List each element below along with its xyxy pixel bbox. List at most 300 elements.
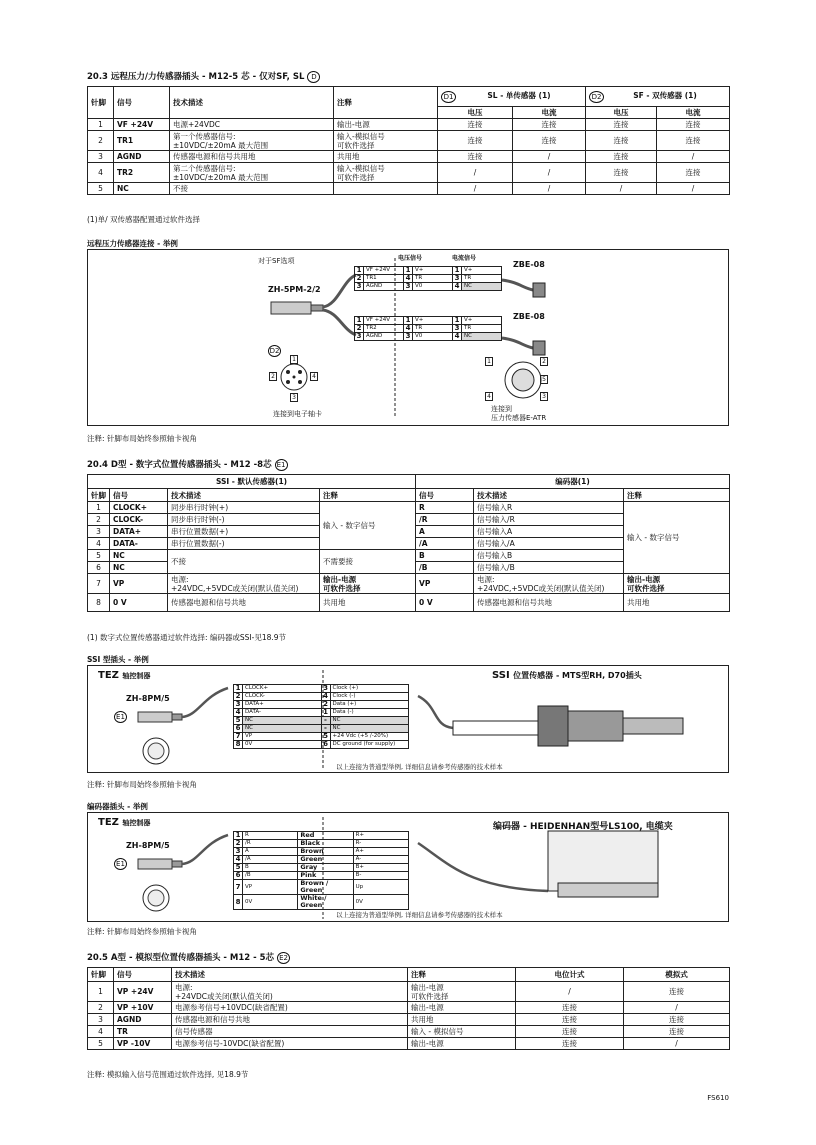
analog-cell: /: [624, 1002, 730, 1014]
enc-signal-cell: 0 V: [416, 594, 474, 612]
pin-4-right: 4: [485, 392, 493, 401]
conn-cell: /: [657, 151, 730, 163]
wire-color: Black: [298, 840, 353, 848]
enc-desc-cell: 信号输入/R: [474, 514, 624, 526]
desc-cell: 信号传感器: [172, 1026, 408, 1038]
pin-number: 4: [234, 856, 243, 864]
note-cell: 输出-电源: [408, 1038, 516, 1050]
conn-cell: 连接: [438, 119, 513, 131]
pin-row: [355, 333, 502, 341]
example3-note: 注释: 针脚布局始终参照轴卡视角: [87, 927, 197, 936]
th-sl: D1 SL - 单传感器 (1): [438, 87, 586, 107]
ssi-label: SSI 位置传感器 - MTS型RH, D70插头: [492, 670, 642, 681]
badge-e1-3: E1: [114, 858, 127, 870]
th-encoder: 编码器(1): [416, 475, 730, 489]
signal-cell: NC: [110, 550, 168, 562]
pin-signal: /B: [243, 872, 298, 880]
conn-cell: /: [513, 163, 586, 183]
th-desc-205: 技术描述: [172, 968, 408, 982]
page-number: FS610: [707, 1094, 729, 1102]
encoder-pin: A+: [353, 848, 408, 856]
pin-number: 5: [234, 864, 243, 872]
conn-cell: 连接: [438, 131, 513, 151]
enc-signal-cell: VP: [416, 574, 474, 594]
pin-cell: 5: [88, 550, 110, 562]
pin-signal: Clock (+): [330, 685, 409, 693]
cable-label: ZH-5PM-2/2: [268, 285, 321, 294]
th-note-205: 注释: [408, 968, 516, 982]
th-pin: 针脚: [88, 87, 114, 119]
pin-row: [234, 880, 409, 895]
signal-cell: DATA-: [110, 538, 168, 550]
analog-cell: 连接: [624, 1014, 730, 1026]
table-row: [88, 119, 730, 131]
pin-row: [234, 685, 409, 693]
conn-cell: 连接: [438, 151, 513, 163]
pin-number: 3: [453, 275, 462, 283]
th-v2: 电压: [586, 107, 657, 119]
note-cell: 输入-模拟信号 可软件选择: [334, 163, 438, 183]
pin-number: -: [321, 717, 330, 725]
desc-cell: 同步串行时钟(-): [168, 514, 320, 526]
pin-signal: NC: [243, 725, 322, 733]
pin-number: 8: [234, 895, 243, 910]
footnote-20-5: 注释: 模拟输入信号范围通过软件选择, 见18.9节: [87, 1070, 249, 1079]
signal-cell: AGND: [114, 151, 170, 163]
pin-row: [234, 864, 409, 872]
note-cell: 输出-电源: [334, 119, 438, 131]
pin-1-right: 1: [485, 357, 493, 366]
encoder-caption: 以上连接为普通型举例, 详细信息请参考传感器的技术样本: [336, 911, 503, 919]
pot-cell: 连接: [516, 1014, 624, 1026]
pin-signal: TR: [413, 275, 453, 283]
pin-number: 5: [234, 717, 243, 725]
pin-row: [234, 709, 409, 717]
pin-signal: TR: [413, 325, 453, 333]
desc-cell: 传感器电源和信号共用地: [170, 151, 334, 163]
pot-cell: 连接: [516, 1038, 624, 1050]
table-row: [88, 131, 730, 151]
wire-color: Gray: [298, 864, 353, 872]
desc-cell: 串行位置数据(+): [168, 526, 320, 538]
pin-signal: V+: [462, 317, 502, 325]
pin-signal: V+: [413, 317, 453, 325]
pin-table-1: [354, 266, 502, 291]
pin-number: 1: [321, 709, 330, 717]
note-cell: 输出-电源: [408, 1002, 516, 1014]
encoder-label: 编码器 - HEIDENHAN型号LS100, 电缆夹: [493, 822, 673, 832]
table-row: [88, 1038, 730, 1050]
th-c1: 电流: [513, 107, 586, 119]
tez-label: TEZ 轴控制器: [98, 670, 151, 681]
pin-2-left: 2: [269, 372, 277, 381]
example3-diagram: [87, 812, 729, 922]
cable-label-3: ZH-8PM/5: [126, 841, 170, 850]
signal-cell: CLOCK+: [110, 502, 168, 514]
signal-cell: NC: [110, 562, 168, 574]
signal-cell: AGND: [114, 1014, 172, 1026]
pin-number: 2: [355, 275, 364, 283]
pin-signal: VP: [243, 733, 322, 741]
pin-number: 2: [321, 701, 330, 709]
signal-cell: VP +24V: [114, 982, 172, 1002]
example3-title: 编码器插头 - 举例: [87, 802, 148, 811]
enc-desc-cell: 信号输入/A: [474, 538, 624, 550]
pin-cell: 2: [88, 514, 110, 526]
conn-cell: 连接: [586, 163, 657, 183]
note-cell: 输入 - 模拟信号: [408, 1026, 516, 1038]
pin-number: 2: [355, 325, 364, 333]
encoder-pin: 0V: [353, 895, 408, 910]
pin-signal: TR1: [364, 275, 404, 283]
th-sig-204: 信号: [110, 489, 168, 502]
pin-cell: 4: [88, 1026, 114, 1038]
pin-row: [355, 283, 502, 291]
signal-cell: VP -10V: [114, 1038, 172, 1050]
analog-cell: /: [624, 1038, 730, 1050]
signal-cell: TR: [114, 1026, 172, 1038]
th-analog: 模拟式: [624, 968, 730, 982]
table-row: [88, 151, 730, 163]
pin-cell: 5: [88, 1038, 114, 1050]
pin-5-right: 5: [540, 375, 548, 384]
pin-cell: 1: [88, 982, 114, 1002]
pin-cell: 3: [88, 151, 114, 163]
conn-cell: /: [513, 151, 586, 163]
conn-cell: /: [586, 183, 657, 195]
pin-number: 4: [453, 283, 462, 291]
signal-cell: CLOCK-: [110, 514, 168, 526]
pin-signal: VF +24V: [364, 317, 404, 325]
desc-cell: 不接: [168, 550, 320, 574]
badge-d: D: [307, 71, 320, 83]
pin-row: [234, 693, 409, 701]
pin-number: 1: [355, 267, 364, 275]
desc-cell: 第二个传感器信号: ±10VDC/±20mA 最大范围: [170, 163, 334, 183]
table-20-3: [87, 86, 730, 195]
pin-signal: DATA-: [243, 709, 322, 717]
pin-3-right: 3: [540, 392, 548, 401]
badge-e1: E1: [275, 459, 288, 471]
pin-signal: 0V: [243, 741, 322, 749]
wire-color: Brown: [298, 848, 353, 856]
pin-signal: Clock (-): [330, 693, 409, 701]
signal-cell: NC: [114, 183, 170, 195]
th-ssi: SSI - 默认传感器(1): [88, 475, 416, 489]
pin-signal: V+: [413, 267, 453, 275]
pin-cell: 3: [88, 526, 110, 538]
table-row: [88, 183, 730, 195]
pin-number: 7: [234, 880, 243, 895]
wire-color: Green: [298, 856, 353, 864]
enc-signal-cell: /B: [416, 562, 474, 574]
ssi-pin-table: [233, 684, 409, 749]
left-caption: 连接到电子轴卡: [273, 410, 322, 418]
th-pin-205: 针脚: [88, 968, 114, 982]
pin-signal: A: [243, 848, 298, 856]
table-20-5: [87, 967, 730, 1050]
badge-e2: E2: [277, 952, 290, 964]
pin-cell: 3: [88, 1014, 114, 1026]
pin-signal: CLOCK-: [243, 693, 322, 701]
example1-title: 远程压力传感器连接 - 举例: [87, 239, 178, 248]
conn-cell: /: [513, 183, 586, 195]
pin-row: [355, 325, 502, 333]
pot-cell: 连接: [516, 1026, 624, 1038]
pin-4-left: 4: [310, 372, 318, 381]
encoder-pin: Up: [353, 880, 408, 895]
pin-signal: NC: [243, 717, 322, 725]
pin-cell: 6: [88, 562, 110, 574]
th-edesc-204: 技术描述: [474, 489, 624, 502]
table-row: [88, 163, 730, 183]
note-cell: 共用地: [408, 1014, 516, 1026]
conn-cell: 连接: [586, 131, 657, 151]
badge-e1-2: E1: [114, 711, 127, 723]
pin-signal: TR: [462, 325, 502, 333]
encoder-pin: B-: [353, 872, 408, 880]
pin-number: 4: [321, 693, 330, 701]
enc-desc-cell: 信号输入/B: [474, 562, 624, 574]
conn-cell: 连接: [657, 119, 730, 131]
signal-cell: DATA+: [110, 526, 168, 538]
table-row: [88, 982, 730, 1002]
pin-number: 1: [355, 317, 364, 325]
example2-note: 注释: 针脚布局始终参照轴卡视角: [87, 780, 197, 789]
zbe-label-2: ZBE-08: [513, 312, 545, 321]
desc-cell: 电源+24VDC: [170, 119, 334, 131]
signal-cell: VP +10V: [114, 1002, 172, 1014]
pin-row: [234, 733, 409, 741]
section-20-4-title: 20.4 D型 - 数字式位置传感器插头 - M12 -8芯 E1: [87, 458, 288, 471]
pin-row: [234, 717, 409, 725]
pin-1-left: 1: [290, 355, 298, 364]
pin-signal: AGND: [364, 333, 404, 341]
pin-number: 1: [404, 267, 413, 275]
signal-cell: 0 V: [110, 594, 168, 612]
enc-desc-cell: 传感器电源和信号共地: [474, 594, 624, 612]
pin-number: 1: [453, 267, 462, 275]
th-pin-204: 针脚: [88, 489, 110, 502]
enc-note-cell: 输入 - 数字信号: [624, 502, 730, 574]
enc-signal-cell: R: [416, 502, 474, 514]
enc-note-cell: 输出-电源 可软件选择: [624, 574, 730, 594]
pin-row: [234, 895, 409, 910]
pin-number: 3: [453, 325, 462, 333]
wire-color: White / Green: [298, 895, 353, 910]
pin-number: 3: [355, 283, 364, 291]
conn-cell: 连接: [513, 131, 586, 151]
ssi-caption: 以上连接为普通型举例, 详细信息请参考传感器的技术样本: [336, 763, 503, 771]
pin-number: 4: [404, 275, 413, 283]
table-row: [88, 1026, 730, 1038]
desc-cell: 不接: [170, 183, 334, 195]
conn-cell: /: [438, 183, 513, 195]
tez-label-3: TEZ 轴控制器: [98, 817, 151, 828]
desc-cell: 传感器电源和信号共地: [168, 594, 320, 612]
pin-signal: +24 Vdc (+5 /-20%): [330, 733, 409, 741]
note-cell: 输出-电源 可软件选择: [408, 982, 516, 1002]
desc-cell: 电源: +24VDC,+5VDC或关闭(默认值关闭): [168, 574, 320, 594]
pin-signal: VF +24V: [364, 267, 404, 275]
signal-cell: VP: [110, 574, 168, 594]
pin-row: [355, 275, 502, 283]
signal-cell: VF +24V: [114, 119, 170, 131]
badge-d2: D2: [269, 347, 280, 355]
table-row: [88, 1002, 730, 1014]
pin-signal: B: [243, 864, 298, 872]
pin-signal: V0: [413, 283, 453, 291]
note-cell: 共用地: [320, 594, 416, 612]
signal-cell: TR1: [114, 131, 170, 151]
pin-signal: CLOCK+: [243, 685, 322, 693]
pin-row: [355, 317, 502, 325]
th-v1: 电压: [438, 107, 513, 119]
desc-cell: 同步串行时钟(+): [168, 502, 320, 514]
pin-signal: TR2: [364, 325, 404, 333]
pin-cell: 8: [88, 594, 110, 612]
pin-signal: NC: [462, 333, 502, 341]
th-pot: 电位计式: [516, 968, 624, 982]
analog-cell: 连接: [624, 1026, 730, 1038]
pin-number: 1: [404, 317, 413, 325]
encoder-pin: R+: [353, 832, 408, 840]
th-enote-204: 注释: [624, 489, 730, 502]
pin-number: 2: [234, 693, 243, 701]
conn-cell: 连接: [586, 151, 657, 163]
pin-signal: Data (-): [330, 709, 409, 717]
note-cell: [334, 183, 438, 195]
pin-row: [234, 725, 409, 733]
pin-number: 3: [404, 283, 413, 291]
wire-color: Red: [298, 832, 353, 840]
wire-color: Brown / Green: [298, 880, 353, 895]
pin-cell: 2: [88, 131, 114, 151]
pin-number: 4: [404, 325, 413, 333]
pin-signal: TR: [462, 275, 502, 283]
enc-signal-cell: B: [416, 550, 474, 562]
pin-row: [234, 856, 409, 864]
th-desc-204: 技术描述: [168, 489, 320, 502]
conn-cell: /: [438, 163, 513, 183]
pin-cell: 7: [88, 574, 110, 594]
encoder-pin: R-: [353, 840, 408, 848]
pin-signal: R: [243, 832, 298, 840]
cable-label-2: ZH-8PM/5: [126, 694, 170, 703]
pin-number: 6: [234, 725, 243, 733]
pin-number: 1: [234, 685, 243, 693]
pin-signal: /A: [243, 856, 298, 864]
signal-cell: TR2: [114, 163, 170, 183]
enc-desc-cell: 电源: +24VDC,+5VDC或关闭(默认值关闭): [474, 574, 624, 594]
pin-number: 6: [321, 741, 330, 749]
pin-signal: DC ground (for supply): [330, 741, 409, 749]
pin-number: 3: [234, 701, 243, 709]
conn-cell: /: [657, 183, 730, 195]
pin-number: 3: [321, 685, 330, 693]
right-caption: 连接到 压力传感器E-ATR: [491, 405, 547, 422]
pin-number: 4: [453, 333, 462, 341]
enc-signal-cell: A: [416, 526, 474, 538]
pin-2-right: 2: [540, 357, 548, 366]
enc-note-cell: 共用地: [624, 594, 730, 612]
pin-signal: Data (+): [330, 701, 409, 709]
analog-cell: 连接: [624, 982, 730, 1002]
encoder-pin-table: [233, 831, 409, 910]
pin-number: 6: [234, 872, 243, 880]
pin-3-left: 3: [290, 393, 298, 402]
table-row: [88, 1014, 730, 1026]
pin-signal: VP: [243, 880, 298, 895]
conn-cell: 连接: [657, 163, 730, 183]
desc-cell: 电源参考信号-10VDC(缺省配置): [172, 1038, 408, 1050]
desc-cell: 串行位置数据(-): [168, 538, 320, 550]
table-20-4: [87, 474, 730, 612]
example1-diagram: [87, 249, 729, 426]
th-desc: 技术描述: [170, 87, 334, 119]
enc-desc-cell: 信号输入A: [474, 526, 624, 538]
pin-signal: DATA+: [243, 701, 322, 709]
note-cell: 输入-模拟信号 可软件选择: [334, 131, 438, 151]
th-sf: D2 SF - 双传感器 (1): [586, 87, 730, 107]
note-cell: 输入 - 数字信号: [320, 502, 416, 550]
pin-cell: 1: [88, 502, 110, 514]
pin-number: 3: [355, 333, 364, 341]
pin-signal: NC: [330, 725, 409, 733]
table-row: [88, 574, 730, 594]
pin-number: 2: [234, 840, 243, 848]
pin-cell: 1: [88, 119, 114, 131]
pin-row: [234, 840, 409, 848]
pin-signal: AGND: [364, 283, 404, 291]
pin-row: [234, 741, 409, 749]
pin-cell: 2: [88, 1002, 114, 1014]
pin-number: 7: [234, 733, 243, 741]
pin-table-2: [354, 316, 502, 341]
pin-row: [234, 848, 409, 856]
pin-signal: 0V: [243, 895, 298, 910]
enc-signal-cell: /A: [416, 538, 474, 550]
pin-signal: V+: [462, 267, 502, 275]
pin-signal: /R: [243, 840, 298, 848]
encoder-pin: A-: [353, 856, 408, 864]
footnote-20-4: (1) 数字式位置传感器通过软件选择: 编码器或SSI-见18.9节: [87, 633, 287, 642]
th-c2: 电流: [657, 107, 730, 119]
pin-signal: NC: [330, 717, 409, 725]
th-signal: 信号: [114, 87, 170, 119]
footnote-20-3: (1)单/ 双传感器配置通过软件选择: [87, 215, 201, 224]
conn-cell: 连接: [513, 119, 586, 131]
pin-cell: 5: [88, 183, 114, 195]
conn-cell: 连接: [657, 131, 730, 151]
section-20-3-title: 20.3 远程压力/力传感器插头 - M12-5 芯 - 仅对SF, SL D: [87, 70, 320, 83]
pin-row: [234, 872, 409, 880]
desc-cell: 第一个传感器信号: ±10VDC/±20mA 最大范围: [170, 131, 334, 151]
desc-cell: 电源: +24VDC或关闭(默认值关闭): [172, 982, 408, 1002]
enc-desc-cell: 信号输入R: [474, 502, 624, 514]
pin-cell: 4: [88, 163, 114, 183]
th-note: 注释: [334, 87, 438, 119]
table-row: [88, 502, 730, 514]
example1-note: 注释: 针脚布局始终参照轴卡视角: [87, 434, 197, 443]
section-20-5-title: 20.5 A型 - 模拟型位置传感器插头 - M12 - 5芯 E2: [87, 951, 290, 964]
pin-number: 3: [234, 848, 243, 856]
pin-number: 4: [234, 709, 243, 717]
pot-cell: /: [516, 982, 624, 1002]
pin-number: 1: [453, 317, 462, 325]
example2-diagram: [87, 665, 729, 773]
note-cell: 共用地: [334, 151, 438, 163]
